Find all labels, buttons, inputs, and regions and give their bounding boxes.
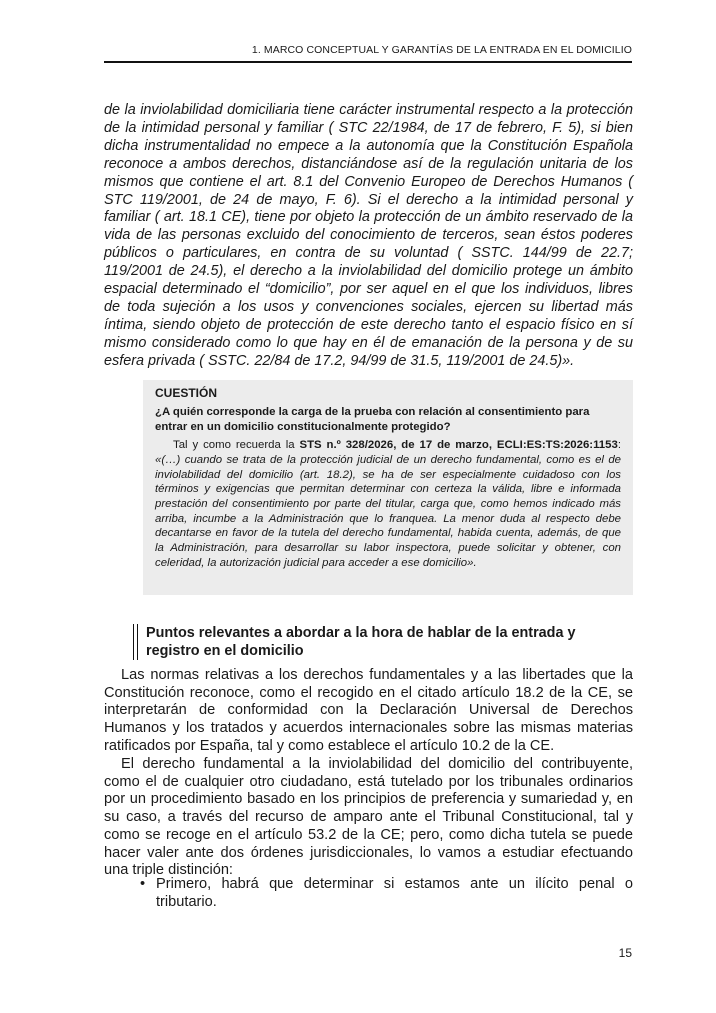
body-paragraph-2-text: El derecho fundamental a la inviolabilidad del domicilio del contribuyente, como el de cualquier otro ciudadano, está tutelado por los tribunales ordinarios por un procedimiento basado en los principios de preferencia y sumariedad y, en su caso, a través del recurso de amparo ante el Tribunal Constitucional, tal y como se recoge en el artículo 53.2 de la CE; pero, como dicha tutela se puede hacer valer ante dos órdenes jurisdiccionales, lo vamos a estudiar efectuando una triple distinción: xyxy=(104,756,633,879)
bullet-item-text: Primero, habrá que determinar si estamos ante un ilícito penal o tributario. xyxy=(156,876,633,910)
body-paragraph-2 xyxy=(104,756,633,880)
question-answer xyxy=(155,438,621,570)
bullet-dot-icon: • xyxy=(140,876,146,892)
running-header xyxy=(104,44,632,63)
bullet-item xyxy=(140,876,633,911)
running-header-title: 1. MARCO CONCEPTUAL Y GARANTÍAS DE LA ENTRADA EN EL DOMICILIO xyxy=(251,44,632,56)
answer-colon: : xyxy=(617,439,621,452)
body-paragraph-1-text: Las normas relativas a los derechos fundamentales y a las libertades que la Constitución reconoce, como el recogido en el citado artículo 18.2 de la CE, se interpretarán de conformidad con la Declaración Universal de Derechos Humanos y los tratados y acuerdos internacionales sobre las mismas materias ratificados por España, tal y como establece el artículo 10.2 de la CE. xyxy=(104,667,633,754)
page-number: 15 xyxy=(618,946,632,960)
question-text: ¿A quién corresponde la carga de la prueba con relación al consentimiento para entrar en un domicilio constitucionalmente protegido? xyxy=(155,406,590,433)
intro-quote-paragraph: de la inviolabilidad domiciliaria tiene carácter instrumental respecto a la protección de la intimidad personal y familiar ( STC 22/1984, de 17 de febrero, F. 5), si bien dicha instrumentalidad no empece a la autonomía que la Constitución Española reconoce a ambos derechos, distanciándose así de la regulación unitaria de los mismos que contiene el art. 8.1 del Convenio Europeo de Derechos Humanos ( STC 119/2001, de 24 de mayo, F. 6). Si el derecho a la intimidad personal y familiar ( art. 18.1 CE), tiene por objeto la protección de un ámbito reservado de la vida de las personas excluido del conocimiento de terceros, sean éstos poderes públicos o particulares, en contra de su voluntad ( SSTC. 144/99 de 22.7; 119/2001 de 24.5), el derecho a la inviolabilidad del domicilio protege un ámbito espacial determinado el “domicilio”, por ser aquel en el que los individuos, libres de toda sujeción a los usos y convenciones sociales, ejercen su libertad más íntima, siendo objeto de protección de este derecho tanto el espacio físico en sí mismo considerado como lo que hay en él de emanación de la persona y de su esfera privada ( SSTC. 22/84 de 17.2, 94/99 de 31.5, 119/2001 de 24.5)». xyxy=(104,102,633,369)
question-label: CUESTIÓN xyxy=(155,386,218,400)
answer-citation: STS n.º 328/2026, de 17 de marzo, ECLI:ES:TS:2026:1153 xyxy=(299,439,618,452)
question-box xyxy=(143,380,633,595)
section-heading xyxy=(137,624,626,660)
section-heading-text: Puntos relevantes a abordar a la hora de hablar de la entrada y registro en el domicilio xyxy=(146,625,576,659)
answer-lead: Tal y como recuerda la xyxy=(173,439,300,452)
answer-quote: «(…) cuando se trata de la protección judicial de un derecho fundamental, como es el de inviolabilidad del domicilio (art. 18.2), se ha de ser especialmente cuidadoso con los términos y exigencias que permitan determinar con certeza la válida, libre e informada prestación del consentimiento por parte del titular, carga que, como hemos indicado más arriba, incumbe a la Administración que lo franquea. La menor duda al respecto debe decantarse en favor de la tutela del derecho fundamental, habida cuenta, además, de que la Administración, para desarrollar su labor inspectora, puede solicitar y obtener, con celeridad, la autorización judicial para acceder a ese domicilio». xyxy=(155,453,621,569)
body-paragraph-1 xyxy=(104,667,633,756)
